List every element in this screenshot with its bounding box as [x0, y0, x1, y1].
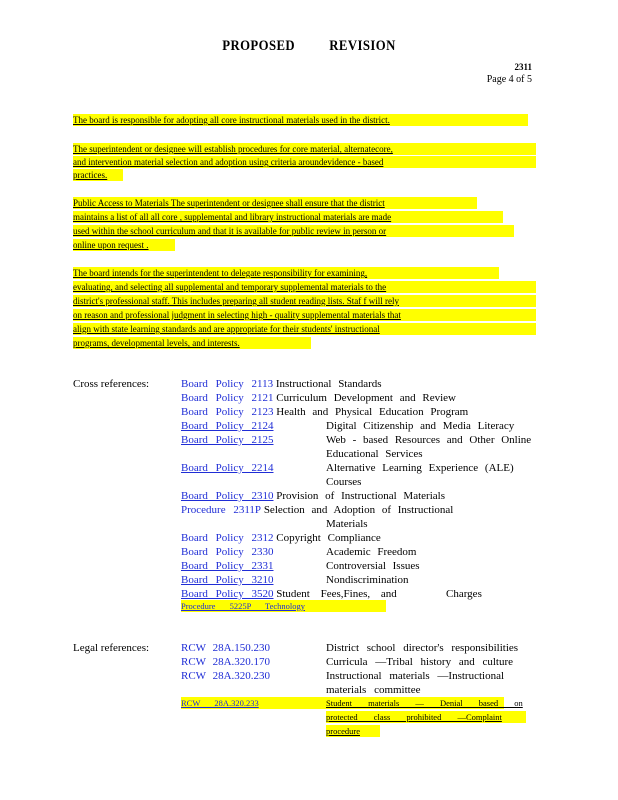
- cross-ref-desc: Provision of Instructional Materials: [276, 490, 445, 502]
- cross-ref-desc-cont: Materials: [326, 518, 368, 530]
- cross-ref-link[interactable]: Board Policy 2310: [181, 490, 274, 502]
- paragraph-line: used within the school curriculum and that it is available for public review in person or: [73, 225, 514, 237]
- legal-ref-desc-cont: procedure: [326, 726, 360, 736]
- cross-ref-desc: Nondiscrimination: [326, 574, 409, 586]
- cross-ref-desc: Student Fees,Fines, and: [276, 588, 397, 600]
- cross-ref-desc: Health and Physical Education Program: [276, 406, 469, 418]
- cross-ref-desc-cont: Educational Services: [326, 448, 423, 460]
- legal-ref-link[interactable]: RCW 28A.320.233: [181, 698, 259, 708]
- paragraph-line: online upon request .: [73, 239, 175, 251]
- cross-ref-item: [181, 405, 468, 419]
- cross-ref-link[interactable]: Board Policy 2121: [181, 392, 274, 404]
- cross-ref-item: [181, 377, 382, 391]
- cross-ref-desc: Copyright Compliance: [276, 532, 381, 544]
- legal-references-label: Legal references:: [73, 642, 150, 654]
- cross-ref-desc: Digital Citizenship and Media Literacy: [326, 420, 515, 432]
- legal-ref-desc: District school director's responsibilities: [326, 642, 519, 654]
- paragraph-line: practices.: [73, 169, 123, 181]
- cross-ref-desc: Instructional Standards: [275, 378, 382, 390]
- cross-ref-link[interactable]: Procedure 2311P: [181, 504, 262, 516]
- cross-ref-desc: Academic Freedom: [326, 546, 417, 558]
- cross-ref-link[interactable]: Board Policy 3210: [181, 574, 274, 586]
- cross-ref-desc: Web - based Resources and Other Online: [326, 434, 532, 446]
- paragraph-line: and intervention material selection and adoption using criteria aroundevidence - based: [73, 156, 536, 168]
- paragraph-line: The board intends for the superintendent to delegate responsibility for examining,: [73, 267, 499, 279]
- legal-ref-desc: Curricula —Tribal history and culture: [326, 656, 514, 668]
- title-revision: REVISION: [329, 38, 396, 54]
- page-title: [46, 38, 571, 55]
- legal-ref-link[interactable]: RCW 28A.320.170: [181, 656, 271, 668]
- cross-ref-link[interactable]: Procedure 5225P Technology: [181, 601, 305, 611]
- paragraph-line: Public Access to Materials The superintendent or designee shall ensure that the district: [73, 197, 477, 209]
- cross-references-label: Cross references:: [73, 378, 150, 390]
- legal-ref-link[interactable]: RCW 28A.150.230: [181, 642, 271, 654]
- page-number: Page 4 of 5: [486, 74, 532, 85]
- paragraph-line: maintains a list of all all core , supplemental and library instructional materials are made: [73, 211, 503, 223]
- cross-ref-desc: Alternative Learning Experience (ALE): [326, 462, 514, 474]
- cross-ref-link[interactable]: Board Policy 2124: [181, 420, 274, 432]
- cross-ref-item: [181, 391, 456, 405]
- cross-ref-link[interactable]: Board Policy 2214: [181, 462, 274, 474]
- legal-ref-desc-cont: materials committee: [326, 684, 421, 696]
- cross-ref-item: [181, 587, 397, 601]
- paragraph-line: evaluating, and selecting all supplemental and temporary supplemental materials to the: [73, 281, 536, 293]
- paragraph-public-access: [73, 197, 536, 253]
- legal-ref-link[interactable]: RCW 28A.320.230: [181, 670, 271, 682]
- paragraph-line: on reason and professional judgment in selecting high - quality supplemental materials that: [73, 309, 536, 321]
- legal-ref-desc-cont: protected class prohibited —Complaint: [326, 712, 502, 722]
- cross-ref-link[interactable]: Board Policy 2123: [181, 406, 274, 418]
- policy-number: 2311: [514, 62, 532, 72]
- cross-ref-item: [181, 489, 445, 503]
- paragraph-line: align with state learning standards and are appropriate for their students' instructional: [73, 323, 536, 335]
- cross-ref-link[interactable]: Board Policy 3520: [181, 588, 274, 600]
- paragraph-board-responsibility: [73, 114, 536, 127]
- cross-ref-desc-cont: Courses: [326, 476, 362, 488]
- paragraph-line: The superintendent or designee will establish procedures for core material, alternatecore,: [73, 143, 536, 155]
- title-proposed: PROPOSED: [222, 38, 296, 54]
- cross-ref-link[interactable]: Board Policy 2330: [181, 546, 274, 558]
- cross-ref-desc: Controversial Issues: [326, 560, 420, 572]
- cross-ref-link[interactable]: Board Policy 2113: [181, 378, 274, 390]
- cross-ref-desc: Curriculum Development and Review: [276, 392, 456, 404]
- paragraph-line: The board is responsible for adopting all core instructional materials used in the district.: [73, 114, 528, 126]
- cross-ref-link[interactable]: Board Policy 2312: [181, 532, 274, 544]
- cross-ref-desc-right: Charges: [446, 588, 482, 600]
- legal-ref-desc: Instructional materials —Instructional: [326, 670, 505, 682]
- cross-ref-item: [181, 531, 381, 545]
- cross-ref-link[interactable]: Board Policy 2331: [181, 560, 274, 572]
- cross-ref-item: [181, 503, 453, 517]
- cross-ref-link[interactable]: Board Policy 2125: [181, 434, 274, 446]
- paragraph-superintendent-procedures: [73, 143, 536, 183]
- paragraph-line: programs, developmental levels, and interests.: [73, 337, 311, 349]
- paragraph-line: district's professional staff. This includes preparing all student reading lists. Staf f will rely: [73, 295, 536, 307]
- legal-ref-desc: Student materials — Denial based on: [326, 698, 523, 708]
- cross-ref-desc: Selection and Adoption of Instructional: [263, 504, 454, 516]
- paragraph-board-delegation: [73, 267, 536, 349]
